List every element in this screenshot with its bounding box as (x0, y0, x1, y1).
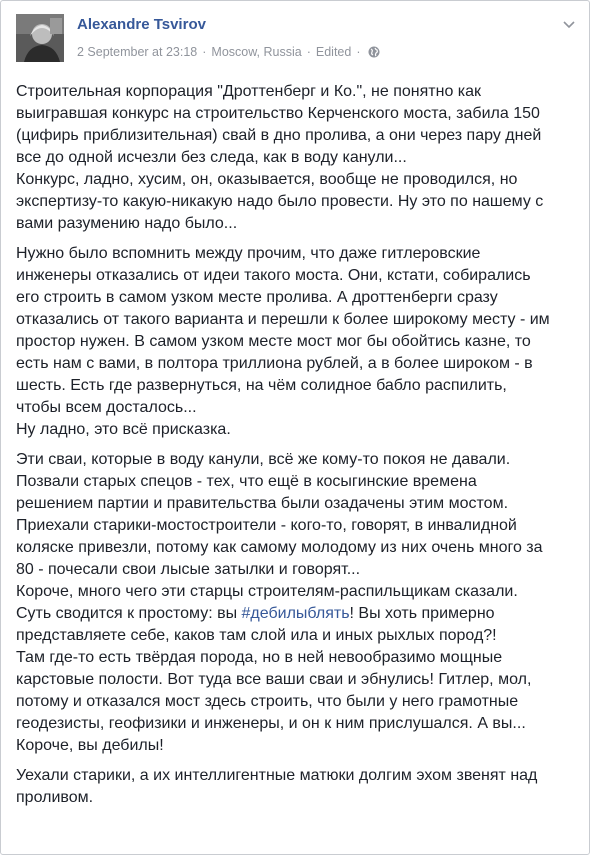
author-name[interactable]: Alexandre Tsvirov (77, 16, 206, 33)
post-meta (77, 45, 380, 59)
post-body (16, 81, 576, 817)
avatar[interactable] (16, 14, 64, 62)
meta-separator: · (202, 45, 207, 59)
meta-separator: · (356, 45, 361, 59)
paragraph-text: Эти сваи, которые в воду канули, всё же кому-то покоя не давали. Позвали старых спецов - тех, что ещё в косыгинские времена решением партии и правительства были озадачены этим мостом. Приехали старики-мостостроители - кого-то, говорят, в инвалидной коляске привезли, потому как самому молодому из них очень много за 80 - почесали свои лысые затылки и говорят... Короче, много чего эти старцы строителям-распильщикам сказали. Суть сводится к простому: вы (16, 451, 543, 622)
paragraph-text: ! Вы хоть примерно представляете себе, каков там слой ила и иных рыхлых пород?! Там где-то есть твёрдая порода, но в ней невообразимо мощные карстовые полости. Вот туда все ваши сваи и эбнулись! Гитлер, мол, потому и отказался мост здесь строить, что были у него грамотные геодезисты, геофизики и инженеры, и он к ним прислушался. А вы... Короче, вы дебилы! (16, 605, 532, 754)
post-paragraph: Строительная корпорация "Дроттенберг и Ко.", не понятно как выигравшая конкурс на строительство Керченского моста, забила 150 (цифирь приблизительная) свай в дно пролива, а они через пару дней все до одной исчезли без следа, как в воду канули... Конкурс, ладно, хусим, он, оказывается, вообще не проводился, но экспертизу-то какую-никакую надо было провести. Ну это по нашему с вами разумению надо было... (16, 83, 544, 232)
post-paragraph: Нужно было вспомнить между прочим, что даже гитлеровские инженеры отказались от идеи такого моста. Они, кстати, собирались его строить в самом узком месте пролива. А дроттенберги сразу отказались от такого варианта и перешли к более широкому месту - им простор нужен. В самом узком месте мост мог бы обойтись казне, то есть нам с вами, в полтора триллиона рублей, а в более широком - в шесть. Есть где развернуться, на чём солидное бабло распилить, чтобы всем досталось... Ну ладно, это всё присказка. (16, 245, 550, 438)
chevron-down-icon[interactable] (561, 18, 577, 30)
post-paragraph (16, 449, 576, 757)
globe-icon[interactable] (368, 46, 380, 58)
meta-separator: · (306, 45, 311, 59)
post-timestamp[interactable]: 2 September at 23:18 (77, 45, 198, 59)
post-paragraph: Уехали старики, а их интеллигентные матюки долгим эхом звенят над проливом. (16, 767, 538, 806)
hashtag-link[interactable]: #дебилыблять (241, 605, 350, 622)
post-header (16, 14, 577, 66)
edited-label[interactable]: Edited (315, 45, 352, 59)
post-location[interactable]: Moscow, Russia (211, 45, 302, 59)
